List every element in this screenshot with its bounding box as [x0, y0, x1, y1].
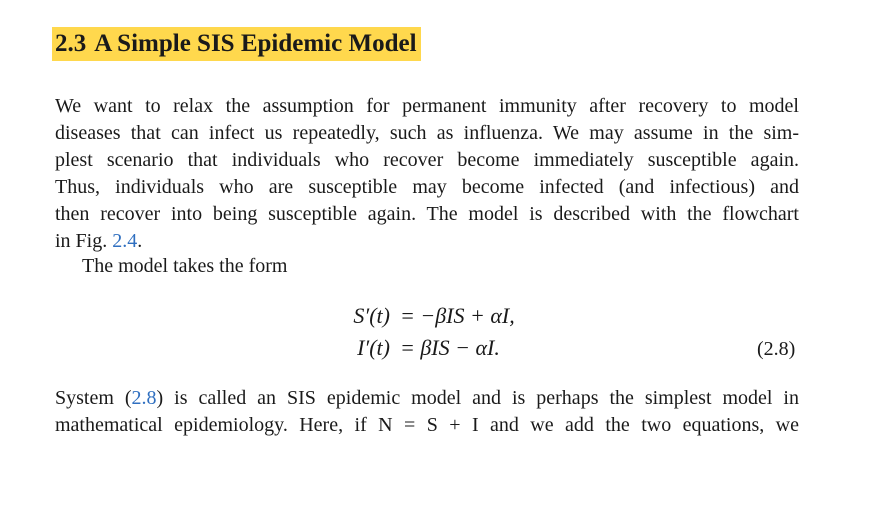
paragraph-line: plest scenario that individuals who recover become immediately susceptible again.	[55, 149, 799, 171]
equation-row	[300, 335, 660, 365]
fig-suffix: .	[137, 230, 143, 252]
paragraph-intro	[55, 93, 799, 255]
paragraph-line: We want to relax the assumption for permanent immunity after recovery to model	[55, 95, 799, 117]
fig-prefix: in Fig.	[55, 230, 108, 252]
paragraph-line	[55, 228, 799, 255]
equation-lhs: S′(t)	[353, 303, 390, 328]
figure-reference-link[interactable]: 2.4	[112, 230, 138, 252]
equation-lhs: I′(t)	[357, 335, 390, 360]
paragraph-system	[55, 385, 799, 439]
equation-rhs: = −βIS + αI,	[400, 303, 515, 328]
section-number: 2.3	[55, 30, 87, 57]
paragraph-model-form	[82, 253, 782, 280]
paragraph-line: diseases that can infect us repeatedly, such as influenza. We may assume in the sim-	[55, 122, 799, 144]
equation-reference-link[interactable]: 2.8	[131, 387, 157, 409]
section-heading	[52, 27, 421, 61]
paragraph-line: Thus, individuals who are susceptible may become infected (and infectious) and	[55, 176, 799, 198]
equation-number: (2.8)	[757, 338, 796, 360]
paragraph-line: mathematical epidemiology. Here, if N = S + I and we add the two equations, we	[55, 414, 799, 436]
system-prefix: System (	[55, 387, 132, 409]
section-title: A Simple SIS Epidemic Model	[94, 30, 417, 57]
paragraph-line	[55, 385, 799, 412]
paragraph-line: then recover into being susceptible again. The model is described with the flowchart	[55, 203, 799, 225]
equation-row	[300, 303, 660, 333]
equation-rhs: = βIS − αI.	[400, 335, 500, 360]
system-suffix: ) is called an SIS epidemic model and is perhaps the simplest model in	[156, 387, 799, 409]
paragraph-line: The model takes the form	[82, 255, 288, 277]
